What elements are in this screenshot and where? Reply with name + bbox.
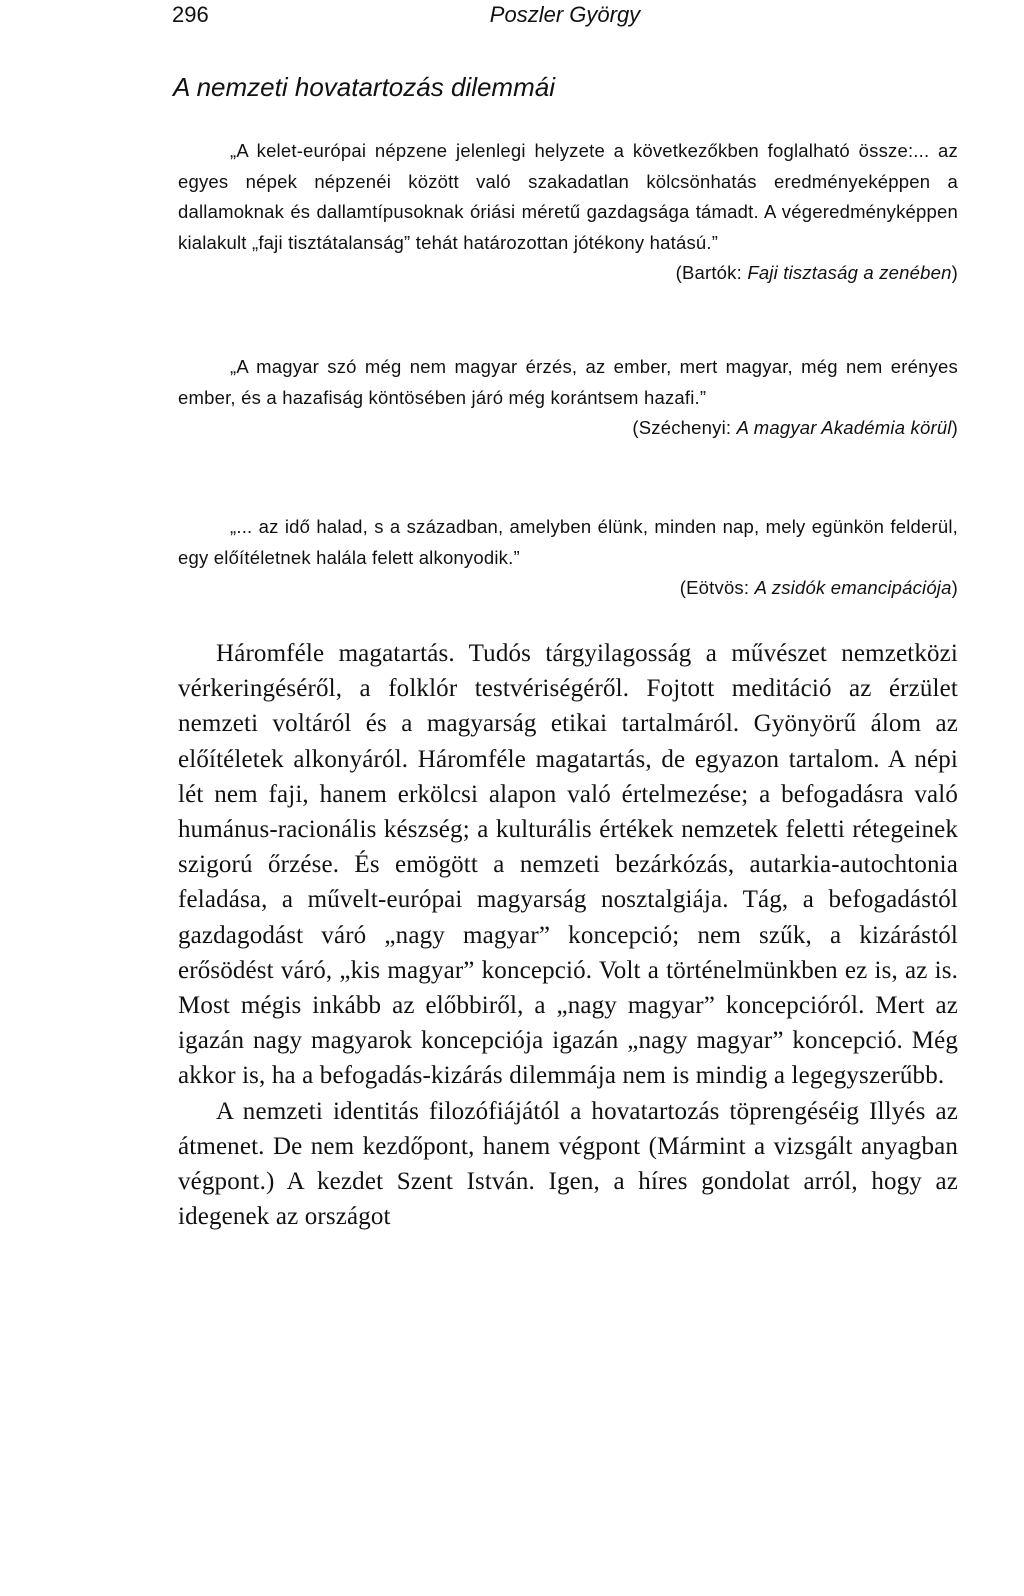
body-text xyxy=(178,636,958,1234)
quote-author: (Széchenyi: xyxy=(632,417,732,438)
quote-text: „A kelet-európai népzene jelenlegi helyzete a következőkben foglalható össze:... az egyes népek népzenéi között való szakadatlan kölcsönhatás eredményeképpen a dallamoknak és dallamtípusoknak óriási méretű gazdagsága támadt. A végeredményképpen kialakult „faji tisztátalanság” tehát határozottan jótékony hatású.” xyxy=(178,140,958,253)
running-head-author: Poszler György xyxy=(489,2,641,27)
quote-close-paren: ) xyxy=(951,577,958,598)
quote-work-title: Faji tisztaság a zenében xyxy=(747,262,952,283)
epigraph-quote-szechenyi xyxy=(178,352,958,443)
quote-author: (Eötvös: xyxy=(679,577,750,598)
quote-attribution xyxy=(178,258,958,288)
quote-author: (Bartók: xyxy=(675,262,742,283)
body-paragraph: Háromféle magatartás. Tudós tárgyilagosság a művészet nemzetközi vérkeringéséről, a folklór testvériségéről. Fojtott meditáció az érzület nemzeti voltáról és a magyarság etikai tartalmáról. Gyönyörű álom az előítéletek alkonyáról. Háromféle magatartás, de egyazon tartalom. A népi lét nem faji, hanem erkölcsi alapon való értelmezése; a befogadásra való humánus-racionális készség; a kulturális értékek nemzetek feletti rétegeinek szigorú őrzése. És emögött a nemzeti bezárkózás, autarkia-autochtonia feladása, a művelt-európai magyarság nosztalgiája. Tág, a befogadástól gazdagodást váró „nagy magyar” koncepció; nem szűk, a kizárástól erősödést váró, „kis magyar” koncepció. Volt a történelmünkben ez is, az is. Most mégis inkább az előbbiről, a „nagy magyar” koncepcióról. Mert az igazán nagy magyarok koncepciója igazán „nagy magyar” koncepció. Még akkor is, ha a befogadás-kizárás dilemmája nem is mindig a legegyszerűbb. xyxy=(178,640,958,1090)
quote-attribution xyxy=(178,573,958,603)
quote-work-title: A magyar Akadémia körül xyxy=(736,417,952,438)
quote-work-title: A zsidók emancipációja xyxy=(754,577,952,598)
body-paragraph: A nemzeti identitás filozófiájától a hovatartozás töprengéséig Illyés az átmenet. De nem kezdőpont, hanem végpont (Mármint a vizsgált anyagban végpont.) A kezdet Szent István. Igen, a híres gondolat arról, hogy az idegenek az országot xyxy=(178,1097,958,1231)
epigraph-quote-eotvos xyxy=(178,512,958,603)
section-title: A nemzeti hovatartozás dilemmái xyxy=(173,72,555,102)
quote-text: „... az idő halad, s a században, amelyben élünk, minden nap, mely egünkön felderül, egy előítéletnek halála felett alkonyodik.” xyxy=(178,516,958,568)
epigraph-quote-bartok xyxy=(178,136,958,288)
quote-attribution xyxy=(178,413,958,443)
quote-close-paren: ) xyxy=(951,417,958,438)
running-head xyxy=(172,2,958,32)
quote-close-paren: ) xyxy=(951,262,958,283)
page-number: 296 xyxy=(172,2,209,27)
quote-text: „A magyar szó még nem magyar érzés, az ember, mert magyar, még nem erényes ember, és a hazafiság köntösében járó még korántsem hazafi.” xyxy=(178,356,958,408)
